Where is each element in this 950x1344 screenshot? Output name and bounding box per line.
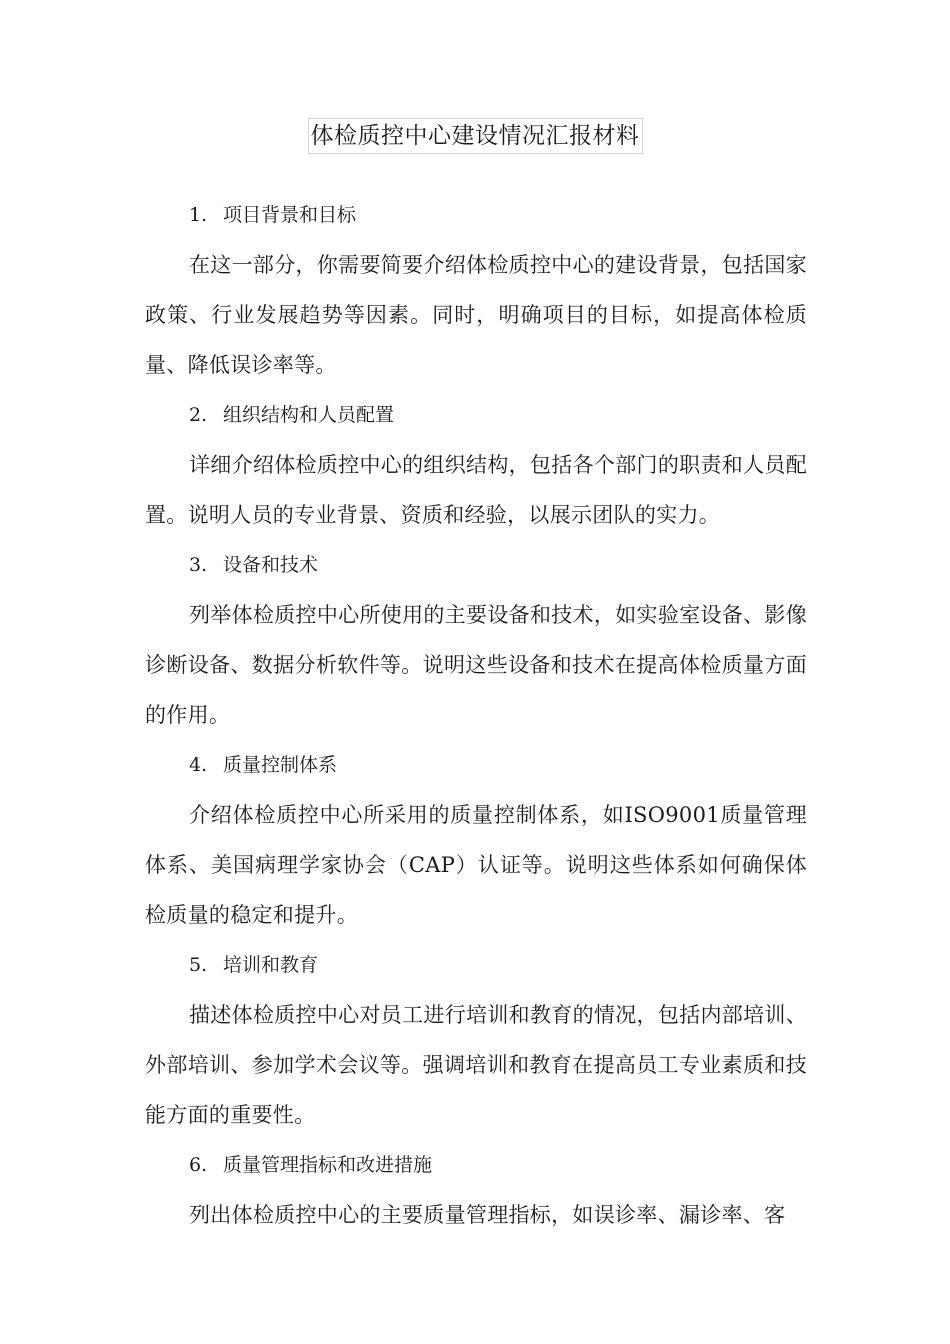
section-heading-5 xyxy=(145,940,807,990)
title-wrapper xyxy=(0,118,950,154)
document-body xyxy=(145,190,807,1240)
section-paragraph-6: 列出体检质控中心的主要质量管理指标，如误诊率、漏诊率、客 xyxy=(189,1203,786,1227)
section-heading-text: 项目背景和目标 xyxy=(223,204,357,226)
section-heading-1 xyxy=(145,190,807,240)
section-heading-text: 设备和技术 xyxy=(223,554,319,576)
section-heading-6 xyxy=(145,1140,807,1190)
section-heading-text: 质量管理指标和改进措施 xyxy=(223,1154,433,1176)
section-number: 5. xyxy=(189,954,208,976)
section-paragraph-2: 详细介绍体检质控中心的组织结构，包括各个部门的职责和人员配置。说明人员的专业背景、资质和经验，以展示团队的实力。 xyxy=(145,453,807,527)
section-number: 4. xyxy=(189,754,208,776)
section-number: 1. xyxy=(189,204,208,226)
section-paragraph-1: 在这一部分，你需要简要介绍体检质控中心的建设背景，包括国家政策、行业发展趋势等因素。同时，明确项目的目标，如提高体检质量、降低误诊率等。 xyxy=(145,253,807,377)
section-heading-text: 质量控制体系 xyxy=(223,754,338,776)
section-heading-2 xyxy=(145,390,807,440)
section-paragraph-3: 列举体检质控中心所使用的主要设备和技术，如实验室设备、影像诊断设备、数据分析软件等。说明这些设备和技术在提高体检质量方面的作用。 xyxy=(145,603,807,727)
section-heading-text: 组织结构和人员配置 xyxy=(223,404,395,426)
document-title[interactable]: 体检质控中心建设情况汇报材料 xyxy=(308,118,643,154)
section-number: 6. xyxy=(189,1154,208,1176)
section-number: 3. xyxy=(189,554,208,576)
section-heading-text: 培训和教育 xyxy=(223,954,319,976)
section-paragraph-5: 描述体检质控中心对员工进行培训和教育的情况，包括内部培训、外部培训、参加学术会议等。强调培训和教育在提高员工专业素质和技能方面的重要性。 xyxy=(145,1003,807,1127)
section-number: 2. xyxy=(189,404,208,426)
section-heading-3 xyxy=(145,540,807,590)
section-paragraph-4: 介绍体检质控中心所采用的质量控制体系，如ISO9001质量管理体系、美国病理学家协会（CAP）认证等。说明这些体系如何确保体检质量的稳定和提升。 xyxy=(145,803,807,927)
section-heading-4 xyxy=(145,740,807,790)
